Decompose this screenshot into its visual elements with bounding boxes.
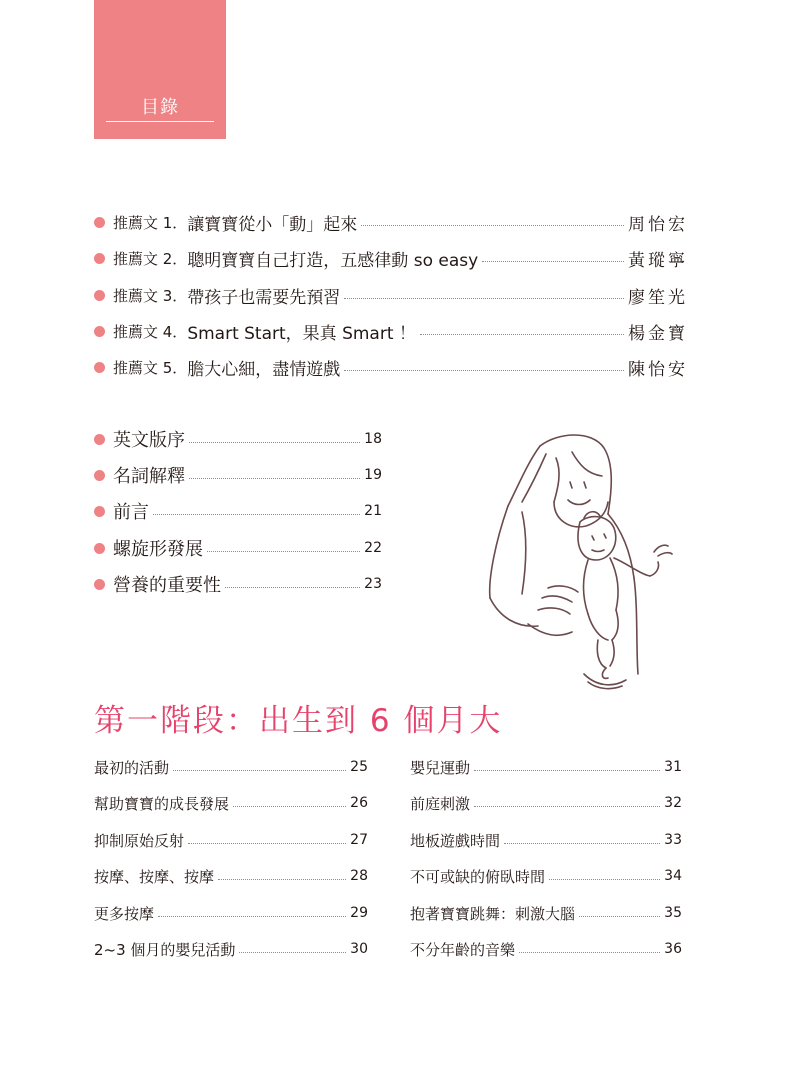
entry-title: 嬰兒運動: [410, 758, 471, 777]
entry-title: 最初的活動: [94, 758, 170, 777]
dot-leader: [519, 952, 660, 953]
recommendation-entry[interactable]: [94, 355, 688, 379]
entry-page: 18: [364, 431, 382, 447]
entry-author: 廖笙光: [628, 287, 688, 308]
chapter-tab: [94, 0, 226, 139]
dot-leader: [173, 770, 346, 771]
toc-entry[interactable]: [94, 792, 368, 814]
entry-page: 31: [664, 759, 682, 775]
entry-title: 名詞解釋: [113, 466, 185, 487]
entry-title: 聰明寶寶自己打造，五感律動 so easy: [187, 250, 479, 271]
entry-author: 楊金寶: [628, 323, 688, 344]
dot-leader: [158, 916, 346, 917]
entry-title: 更多按摩: [94, 904, 155, 923]
dot-leader: [549, 879, 660, 880]
toc-entry[interactable]: [94, 865, 368, 887]
entry-prefix: 推薦文 3．: [113, 286, 188, 305]
tab-label: 目錄: [141, 97, 179, 118]
toc-entry[interactable]: [94, 829, 368, 851]
dot-leader: [474, 770, 660, 771]
toc-entry[interactable]: [410, 865, 682, 887]
dot-leader: [504, 843, 660, 844]
entry-prefix: 推薦文 4．: [113, 322, 188, 341]
entry-title: 前庭刺激: [410, 794, 471, 813]
entry-title: 不可或缺的俯臥時間: [410, 867, 546, 886]
bullet-icon: [94, 434, 105, 445]
mother-baby-illustration: [488, 428, 678, 690]
entry-prefix: 推薦文 2．: [113, 249, 188, 268]
dot-leader: [188, 843, 346, 844]
entry-page: 33: [664, 832, 682, 848]
bullet-icon: [94, 470, 105, 481]
entry-title: 抑制原始反射: [94, 831, 185, 850]
dot-leader: [225, 587, 360, 588]
bullet-icon: [94, 253, 105, 264]
entry-title: 營養的重要性: [113, 575, 221, 596]
front-matter-entry[interactable]: [94, 462, 382, 488]
entry-page: 27: [350, 832, 368, 848]
dot-leader: [239, 952, 346, 953]
toc-entry[interactable]: [94, 938, 368, 960]
entry-title: 按摩、按摩、按摩: [94, 867, 215, 886]
entry-page: 26: [350, 795, 368, 811]
dot-leader: [153, 514, 360, 515]
entry-title: 前言: [113, 502, 149, 523]
bullet-icon: [94, 579, 105, 590]
entry-page: 21: [364, 503, 382, 519]
entry-author: 陳怡安: [628, 359, 688, 380]
entry-title: Smart Start，果真 Smart ！: [187, 323, 416, 344]
entry-page: 35: [664, 905, 682, 921]
entry-title: 帶孩子也需要先預習: [187, 287, 341, 308]
dot-leader: [189, 478, 360, 479]
entry-page: 28: [350, 868, 368, 884]
dot-leader: [474, 806, 660, 807]
toc-entry[interactable]: [410, 792, 682, 814]
dot-leader: [482, 261, 624, 262]
entry-page: 36: [664, 941, 682, 957]
entry-page: 32: [664, 795, 682, 811]
entry-title: 膽大心細，盡情遊戲: [187, 359, 341, 380]
front-matter-entry[interactable]: [94, 426, 382, 452]
front-matter-entry[interactable]: [94, 498, 382, 524]
entry-title: 不分年齡的音樂: [410, 940, 516, 959]
toc-entry[interactable]: [410, 938, 682, 960]
entry-title: 幫助寶寶的成長發展: [94, 794, 230, 813]
bullet-icon: [94, 362, 105, 373]
recommendation-entry[interactable]: [94, 210, 688, 234]
bullet-icon: [94, 326, 105, 337]
dot-leader: [579, 916, 660, 917]
entry-title: 英文版序: [113, 430, 185, 451]
bullet-icon: [94, 290, 105, 301]
entry-title: 2~3 個月的嬰兒活動: [94, 940, 236, 959]
front-matter-entry[interactable]: [94, 571, 382, 597]
bullet-icon: [94, 506, 105, 517]
entry-page: 25: [350, 759, 368, 775]
entry-prefix: 推薦文 1．: [113, 213, 188, 232]
recommendation-entry[interactable]: [94, 319, 688, 343]
entry-title: 地板遊戲時間: [410, 831, 501, 850]
entry-page: 34: [664, 868, 682, 884]
tab-underline: [106, 121, 214, 122]
dot-leader: [344, 298, 624, 299]
front-matter-entry[interactable]: [94, 535, 382, 561]
entry-author: 黃瑽寧: [628, 250, 688, 271]
entry-page: 30: [350, 941, 368, 957]
bullet-icon: [94, 217, 105, 228]
toc-entry[interactable]: [94, 902, 368, 924]
dot-leader: [233, 806, 346, 807]
entry-author: 周怡宏: [628, 214, 688, 235]
recommendation-entry[interactable]: [94, 283, 688, 307]
recommendation-entry[interactable]: [94, 246, 688, 270]
toc-entry[interactable]: [410, 902, 682, 924]
entry-page: 19: [364, 467, 382, 483]
dot-leader: [218, 879, 346, 880]
entry-title: 讓寶寶從小「動」起來: [187, 214, 358, 235]
toc-entry[interactable]: [94, 756, 368, 778]
toc-entry[interactable]: [410, 756, 682, 778]
entry-page: 23: [364, 576, 382, 592]
entry-prefix: 推薦文 5．: [113, 358, 188, 377]
entry-title: 螺旋形發展: [113, 539, 203, 560]
toc-entry[interactable]: [410, 829, 682, 851]
dot-leader: [344, 370, 624, 371]
bullet-icon: [94, 543, 105, 554]
entry-page: 22: [364, 540, 382, 556]
dot-leader: [189, 442, 360, 443]
dot-leader: [207, 551, 360, 552]
entry-title: 抱著寶寶跳舞：刺激大腦: [410, 904, 576, 923]
dot-leader: [361, 225, 624, 226]
dot-leader: [420, 334, 624, 335]
stage-title: 第一階段：出生到 6 個月大: [94, 703, 503, 739]
entry-page: 29: [350, 905, 368, 921]
